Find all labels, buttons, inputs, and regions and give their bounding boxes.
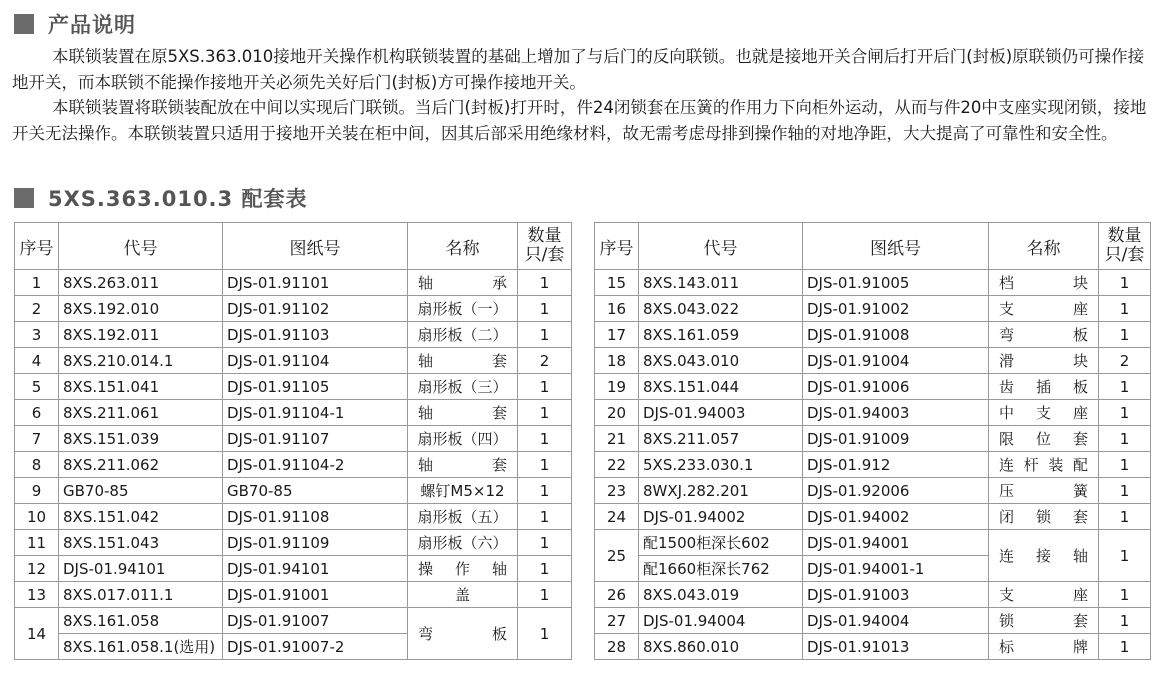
header-qty-line2: 只/套 <box>524 245 565 265</box>
name-char: 压 <box>999 482 1015 500</box>
header-drawing: 图纸号 <box>803 223 989 270</box>
cell-name <box>989 504 1099 530</box>
name-char: 轴 <box>418 404 434 422</box>
name-char: 套 <box>1072 508 1088 526</box>
cell-code: 8XS.151.043 <box>59 530 223 556</box>
cell-drawing: DJS-01.91104-2 <box>223 452 408 478</box>
table-row <box>15 608 572 634</box>
cell-name <box>989 582 1099 608</box>
cell-qty: 1 <box>518 582 572 608</box>
name-spread <box>989 506 1098 527</box>
cell-seq: 6 <box>15 400 59 426</box>
cell-name <box>989 322 1099 348</box>
table-row <box>595 608 1151 634</box>
name-spread <box>408 454 517 475</box>
name-char: 块 <box>1072 352 1088 370</box>
cell-drawing: DJS-01.91002 <box>803 296 989 322</box>
cell-qty: 1 <box>1099 504 1151 530</box>
name-spread <box>989 428 1098 449</box>
name-spread <box>989 324 1098 345</box>
cell-qty: 1 <box>518 296 572 322</box>
name-char: 套 <box>491 352 507 370</box>
paragraph-1-text: 本联锁装置在原5XS.363.010接地开关操作机构联锁装置的基础上增加了与后门的反向联锁。也就是接地开关合闸后打开后门(封板)原联锁仍可操作接地开关，而本联锁不能操作接地开关必须先关好后门(封板)方可操作接地开关。 <box>12 47 1145 92</box>
cell-code: 8XS.211.057 <box>639 426 803 452</box>
table-row <box>15 530 572 556</box>
cell-drawing: DJS-01.94003 <box>803 400 989 426</box>
name-char: 套 <box>491 456 507 474</box>
name-char: 连 <box>999 547 1015 565</box>
cell-name <box>989 530 1099 582</box>
cell-drawing: DJS-01.91001 <box>223 582 408 608</box>
cell-drawing: DJS-01.91003 <box>803 582 989 608</box>
name-spread <box>989 636 1098 657</box>
cell-code: 8XS.211.061 <box>59 400 223 426</box>
cell-seq: 20 <box>595 400 639 426</box>
header-name: 名称 <box>989 223 1099 270</box>
cell-name <box>989 426 1099 452</box>
name-char: 轴 <box>491 560 507 578</box>
name-char: 支 <box>999 300 1015 318</box>
cell-qty: 2 <box>1099 348 1151 374</box>
cell-seq: 9 <box>15 478 59 504</box>
table-row <box>595 348 1151 374</box>
name-char: 套 <box>1072 430 1088 448</box>
cell-seq: 1 <box>15 270 59 296</box>
table-row <box>15 478 572 504</box>
name-char: 位 <box>1035 430 1051 448</box>
cell-qty: 1 <box>518 400 572 426</box>
cell-seq: 5 <box>15 374 59 400</box>
header-qty-line2: 只/套 <box>1104 245 1145 265</box>
name-char: 座 <box>1072 586 1088 604</box>
name-char: 盖 <box>454 586 470 604</box>
name-spread <box>408 402 517 423</box>
header-qty <box>518 223 572 270</box>
cell-drawing: DJS-01.91107 <box>223 426 408 452</box>
cell-seq: 14 <box>15 608 59 660</box>
paragraph-2-text: 本联锁装置将联锁装配放在中间以实现后门联锁。当后门(封板)打开时，件24闭锁套在压簧的作用力下向柜外运动，从而与件20中支座实现闭锁，接地开关无法操作。本联锁装置只适用于接地开关装在柜中间，因其后部采用绝缘材料，故无需考虑母排到操作轴的对地净距，大大提高了可靠性和安全性。 <box>12 98 1147 143</box>
cell-qty: 1 <box>1099 582 1151 608</box>
name-spread <box>989 298 1098 319</box>
name-char: 座 <box>1072 404 1088 422</box>
cell-seq: 4 <box>15 348 59 374</box>
cell-qty: 1 <box>1099 608 1151 634</box>
table-row <box>595 270 1151 296</box>
name-spread <box>408 558 517 579</box>
table-row <box>595 634 1151 660</box>
cell-code: 配1500柜深长602 <box>639 530 803 556</box>
header-qty <box>1099 223 1151 270</box>
cell-code: 8XS.192.010 <box>59 296 223 322</box>
cell-drawing: DJS-01.91008 <box>803 322 989 348</box>
cell-code: 8XS.017.011.1 <box>59 582 223 608</box>
name-char: 档 <box>999 274 1015 292</box>
name-char: 座 <box>1072 300 1088 318</box>
cell-drawing: DJS-01.91108 <box>223 504 408 530</box>
cell-qty: 1 <box>1099 634 1151 660</box>
cell-drawing: DJS-01.94001-1 <box>803 556 989 582</box>
cell-seq: 17 <box>595 322 639 348</box>
cell-drawing: DJS-01.91104-1 <box>223 400 408 426</box>
cell-code: 8XS.192.011 <box>59 322 223 348</box>
name-char: 接 <box>1035 547 1051 565</box>
table-header-row <box>595 223 1151 270</box>
section-square-icon <box>14 14 34 34</box>
name-spread <box>408 623 517 644</box>
section-title: 产品说明 <box>48 13 136 37</box>
cell-drawing: GB70-85 <box>223 478 408 504</box>
cell-name <box>408 582 518 608</box>
table-row <box>15 322 572 348</box>
cell-seq: 25 <box>595 530 639 582</box>
name-char: 齿 <box>999 378 1015 396</box>
cell-drawing: DJS-01.91109 <box>223 530 408 556</box>
cell-drawing: DJS-01.91102 <box>223 296 408 322</box>
table-row <box>15 296 572 322</box>
cell-code: 配1660柜深长762 <box>639 556 803 582</box>
name-char: 弯 <box>418 625 434 643</box>
name-char: 插 <box>1035 378 1051 396</box>
cell-qty: 1 <box>518 452 572 478</box>
table-row <box>595 504 1151 530</box>
cell-code: 8XS.161.059 <box>639 322 803 348</box>
cell-name: 扇形板（三） <box>408 374 518 400</box>
cell-name <box>408 556 518 582</box>
table-row <box>595 322 1151 348</box>
cell-name <box>408 452 518 478</box>
header-seq: 序号 <box>15 223 59 270</box>
cell-drawing: DJS-01.912 <box>803 452 989 478</box>
name-char: 套 <box>1072 612 1088 630</box>
cell-seq: 8 <box>15 452 59 478</box>
cell-qty: 2 <box>518 348 572 374</box>
cell-qty: 1 <box>518 374 572 400</box>
cell-name: 扇形板（五） <box>408 504 518 530</box>
cell-seq: 13 <box>15 582 59 608</box>
cell-qty: 1 <box>518 608 572 660</box>
cell-code: 8XS.151.039 <box>59 426 223 452</box>
table-row <box>15 452 572 478</box>
name-char: 锁 <box>1035 508 1051 526</box>
cell-code: GB70-85 <box>59 478 223 504</box>
cell-seq: 27 <box>595 608 639 634</box>
table-row <box>595 374 1151 400</box>
parts-table-left <box>14 222 572 660</box>
right-table-body <box>595 270 1151 660</box>
cell-name <box>408 400 518 426</box>
name-spread <box>408 350 517 371</box>
name-char: 轴 <box>418 274 434 292</box>
name-char: 承 <box>491 274 507 292</box>
name-spread <box>989 454 1098 475</box>
name-spread <box>989 272 1098 293</box>
cell-code: 8XS.151.041 <box>59 374 223 400</box>
header-qty-line1: 数量 <box>1107 226 1142 246</box>
table-row <box>595 478 1151 504</box>
cell-seq: 10 <box>15 504 59 530</box>
section-square-icon <box>14 188 34 208</box>
name-char: 块 <box>1072 274 1088 292</box>
name-char: 支 <box>999 586 1015 604</box>
name-char: 锁 <box>999 612 1015 630</box>
name-spread <box>989 350 1098 371</box>
cell-name <box>989 400 1099 426</box>
cell-code: 8XS.161.058 <box>59 608 223 634</box>
cell-name <box>408 270 518 296</box>
paragraph-2 <box>12 95 1152 147</box>
cell-name <box>989 348 1099 374</box>
cell-name <box>989 374 1099 400</box>
table-row <box>595 400 1151 426</box>
cell-code: 8XS.210.014.1 <box>59 348 223 374</box>
cell-name: 螺钉M5×12 <box>408 478 518 504</box>
cell-qty: 1 <box>518 556 572 582</box>
cell-qty: 1 <box>518 530 572 556</box>
cell-seq: 16 <box>595 296 639 322</box>
cell-name: 扇形板（一） <box>408 296 518 322</box>
cell-drawing: DJS-01.91104 <box>223 348 408 374</box>
name-char: 板 <box>1072 378 1088 396</box>
table-row <box>15 270 572 296</box>
cell-qty: 1 <box>1099 530 1151 582</box>
name-spread <box>989 480 1098 501</box>
name-char: 中 <box>999 404 1015 422</box>
header-name: 名称 <box>408 223 518 270</box>
table-row <box>595 426 1151 452</box>
cell-name: 扇形板（二） <box>408 322 518 348</box>
cell-seq: 15 <box>595 270 639 296</box>
cell-seq: 22 <box>595 452 639 478</box>
cell-name: 扇形板（四） <box>408 426 518 452</box>
cell-code: 5XS.233.030.1 <box>639 452 803 478</box>
left-table-body <box>15 270 572 660</box>
cell-name <box>989 270 1099 296</box>
cell-code: 8XS.161.058.1(选用) <box>59 634 223 660</box>
cell-drawing: DJS-01.91009 <box>803 426 989 452</box>
name-char: 连 <box>999 456 1015 474</box>
cell-qty: 1 <box>1099 322 1151 348</box>
name-char: 轴 <box>418 352 434 370</box>
cell-name <box>989 452 1099 478</box>
table-row <box>15 582 572 608</box>
cell-seq: 26 <box>595 582 639 608</box>
name-char: 板 <box>1072 326 1088 344</box>
name-char: 装 <box>1048 456 1064 474</box>
cell-qty: 1 <box>518 478 572 504</box>
table-row <box>15 504 572 530</box>
name-spread <box>989 584 1098 605</box>
cell-qty: 1 <box>518 322 572 348</box>
table-header-row <box>15 223 572 270</box>
cell-name <box>989 608 1099 634</box>
name-char: 支 <box>1035 404 1051 422</box>
cell-seq: 19 <box>595 374 639 400</box>
name-spread <box>989 545 1098 566</box>
cell-seq: 21 <box>595 426 639 452</box>
cell-seq: 11 <box>15 530 59 556</box>
cell-qty: 1 <box>518 426 572 452</box>
header-code: 代号 <box>639 223 803 270</box>
table-row <box>15 400 572 426</box>
cell-drawing: DJS-01.91105 <box>223 374 408 400</box>
cell-code: 8XS.043.022 <box>639 296 803 322</box>
header-drawing: 图纸号 <box>223 223 408 270</box>
cell-qty: 1 <box>518 270 572 296</box>
cell-drawing: DJS-01.91007 <box>223 608 408 634</box>
cell-code: 8XS.151.042 <box>59 504 223 530</box>
cell-seq: 23 <box>595 478 639 504</box>
table-row <box>595 582 1151 608</box>
cell-drawing: DJS-01.91103 <box>223 322 408 348</box>
cell-code: 8XS.043.010 <box>639 348 803 374</box>
cell-code: 8XS.143.011 <box>639 270 803 296</box>
name-char: 板 <box>491 625 507 643</box>
table-row <box>595 296 1151 322</box>
name-char: 操 <box>418 560 434 578</box>
cell-code: DJS-01.94002 <box>639 504 803 530</box>
cell-code: 8XS.263.011 <box>59 270 223 296</box>
cell-name <box>989 634 1099 660</box>
cell-drawing: DJS-01.91004 <box>803 348 989 374</box>
section-heading-parts-table <box>14 183 307 213</box>
name-char: 杆 <box>1023 456 1039 474</box>
cell-seq: 24 <box>595 504 639 530</box>
name-char: 作 <box>454 560 470 578</box>
name-char: 弯 <box>999 326 1015 344</box>
cell-name <box>408 608 518 660</box>
cell-code: 8XS.211.062 <box>59 452 223 478</box>
cell-qty: 1 <box>1099 426 1151 452</box>
cell-name <box>989 296 1099 322</box>
cell-drawing: DJS-01.92006 <box>803 478 989 504</box>
cell-name: 扇形板（六） <box>408 530 518 556</box>
name-spread <box>408 272 517 293</box>
name-char: 套 <box>491 404 507 422</box>
cell-qty: 1 <box>1099 478 1151 504</box>
name-char: 簧 <box>1072 482 1088 500</box>
table-row <box>595 530 1151 556</box>
cell-code: DJS-01.94003 <box>639 400 803 426</box>
cell-qty: 1 <box>518 504 572 530</box>
cell-seq: 7 <box>15 426 59 452</box>
cell-seq: 3 <box>15 322 59 348</box>
header-code: 代号 <box>59 223 223 270</box>
parts-table-right <box>594 222 1151 660</box>
name-spread <box>989 376 1098 397</box>
header-seq: 序号 <box>595 223 639 270</box>
cell-qty: 1 <box>1099 374 1151 400</box>
cell-code: 8XS.151.044 <box>639 374 803 400</box>
cell-drawing: DJS-01.94004 <box>803 608 989 634</box>
section-title: 5XS.363.010.3 配套表 <box>48 187 308 211</box>
cell-code: DJS-01.94101 <box>59 556 223 582</box>
cell-seq: 2 <box>15 296 59 322</box>
cell-seq: 18 <box>595 348 639 374</box>
name-char: 闭 <box>999 508 1015 526</box>
cell-qty: 1 <box>1099 400 1151 426</box>
section-heading-product-description <box>14 9 136 39</box>
cell-qty: 1 <box>1099 452 1151 478</box>
cell-name <box>408 348 518 374</box>
name-char: 轴 <box>418 456 434 474</box>
cell-drawing: DJS-01.94002 <box>803 504 989 530</box>
cell-seq: 12 <box>15 556 59 582</box>
table-row <box>595 452 1151 478</box>
cell-qty: 1 <box>1099 296 1151 322</box>
paragraph-1 <box>12 44 1152 96</box>
cell-drawing: DJS-01.94001 <box>803 530 989 556</box>
cell-drawing: DJS-01.91007-2 <box>223 634 408 660</box>
cell-code: 8XS.860.010 <box>639 634 803 660</box>
cell-qty: 1 <box>1099 270 1151 296</box>
name-char: 轴 <box>1072 547 1088 565</box>
name-char: 限 <box>999 430 1015 448</box>
cell-drawing: DJS-01.91101 <box>223 270 408 296</box>
name-char: 标 <box>999 638 1015 656</box>
table-row <box>15 374 572 400</box>
name-spread <box>989 610 1098 631</box>
cell-code: 8WXJ.282.201 <box>639 478 803 504</box>
name-char: 滑 <box>999 352 1015 370</box>
header-qty-line1: 数量 <box>527 226 562 246</box>
cell-name <box>989 478 1099 504</box>
cell-drawing: DJS-01.91013 <box>803 634 989 660</box>
cell-drawing: DJS-01.94101 <box>223 556 408 582</box>
name-char: 牌 <box>1072 638 1088 656</box>
cell-seq: 28 <box>595 634 639 660</box>
cell-code: DJS-01.94004 <box>639 608 803 634</box>
table-row <box>15 426 572 452</box>
name-spread <box>989 402 1098 423</box>
cell-code: 8XS.043.019 <box>639 582 803 608</box>
table-row <box>15 556 572 582</box>
cell-drawing: DJS-01.91006 <box>803 374 989 400</box>
cell-drawing: DJS-01.91005 <box>803 270 989 296</box>
name-spread <box>408 584 517 605</box>
name-char: 配 <box>1072 456 1088 474</box>
table-row <box>15 348 572 374</box>
